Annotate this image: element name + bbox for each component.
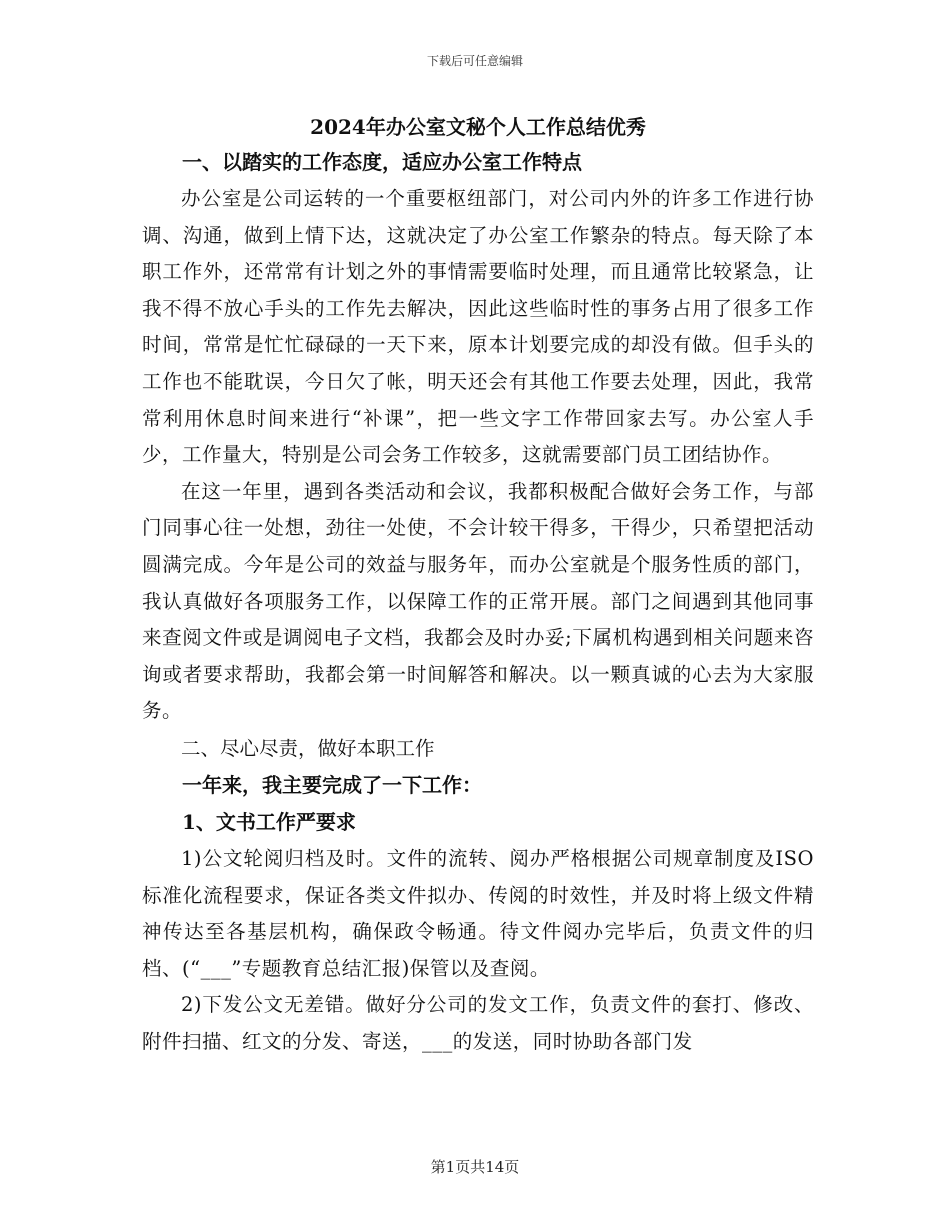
page-number-footer: 第1页共14页 <box>430 1158 520 1176</box>
subsection-intro: 一年来，我主要完成了一下工作： <box>182 772 482 797</box>
paragraph: 办公室是公司运转的一个重要枢纽部门，对公司内外的许多工作进行协调、沟通，做到上情下达，这就决定了办公室工作繁杂的特点。每天除了本职工作外，还常常有计划之外的事情需要临时处理，而且通常比较紧急，让我不得不放心手头的工作先去解决，因此这些临时性的事务占用了很多工作时间，常常是忙忙碌碌的一天下来，原本计划要完成的却没有做。但手头的工作也不能耽误，今日欠了帐，明天还会有其他工作要去处理，因此，我常常利用休息时间来进行“补课”，把一些文字工作带回家去写。办公室人手少，工作量大，特别是公司会务工作较多，这就需要部门员工团结协作。 <box>142 187 814 467</box>
paragraph: 2)下发公文无差错。做好分公司的发文工作，负责文件的套打、修改、附件扫描、红文的分发、寄送，___的发送，同时协助各部门发 <box>142 993 814 1053</box>
section-heading-1: 一、以踏实的工作态度，适应办公室工作特点 <box>182 150 582 174</box>
document-body <box>142 110 814 1060</box>
page-header-note: 下载后可任意编辑 <box>426 54 523 68</box>
section-heading-2: 二、尽心尽责，做好本职工作 <box>181 736 435 760</box>
subsection-heading: 1、文书工作严要求 <box>182 809 356 834</box>
document-title: 2024年办公室文秘个人工作总结优秀 <box>310 115 646 139</box>
paragraph: 1)公文轮阅归档及时。文件的流转、阅办严格根据公司规章制度及ISO标准化流程要求，保证各类文件拟办、传阅的时效性，并及时将上级文件精神传达至各基层机构，确保政令畅通。待文件阅办完毕后，负责文件的归档、(“___”专题教育总结汇报)保管以及查阅。 <box>142 846 814 980</box>
paragraph: 在这一年里，遇到各类活动和会议，我都积极配合做好会务工作，与部门同事心往一处想，劲往一处使，不会计较干得多，干得少，只希望把活动圆满完成。今年是公司的效益与服务年，而办公室就是个服务性质的部门，我认真做好各项服务工作，以保障工作的正常开展。部门之间遇到其他同事来查阅文件或是调阅电子文档，我都会及时办妥;下属机构遇到相关问题来咨询或者要求帮助，我都会第一时间解答和解决。以一颗真诚的心去为大家服务。 <box>142 479 814 723</box>
